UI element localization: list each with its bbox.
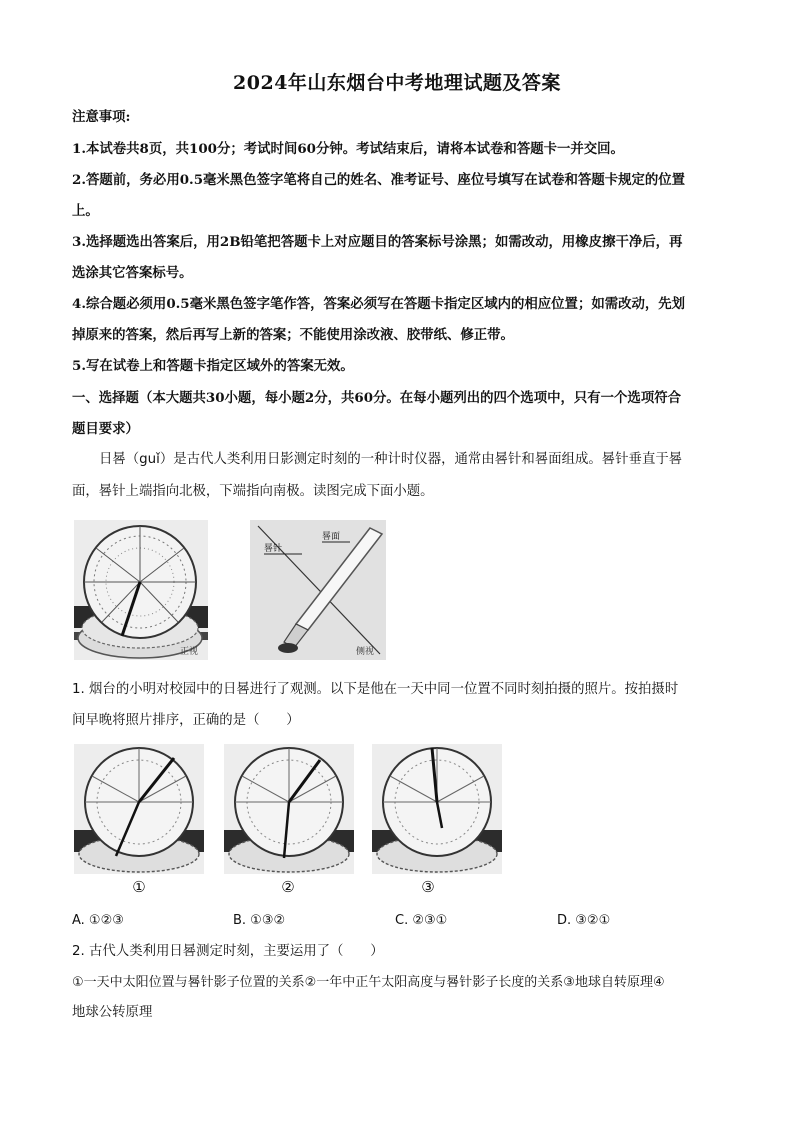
question-1-text: 1. 烟台的小明对校园中的日晷进行了观测。以下是他在一天中同一位置不同时刻拍摄的照片。按拍摄时 xyxy=(72,682,679,697)
notice-item-3-cont: 选涂其它答案标号。 xyxy=(72,265,193,281)
dial-face-label: 晷面 xyxy=(322,532,341,542)
notice-item-4: 4.综合题必须用0.5毫米黑色签字笔作答，答案必须写在答题卡指定区域内的相应位置；如需改动，先划 xyxy=(72,296,686,312)
gnomon-label: 晷针 xyxy=(264,544,283,554)
q1-option-a[interactable]: A. ①②③ xyxy=(72,913,124,928)
notice-item-3: 3.选择题选出答案后，用2B铅笔把答题卡上对应题目的答案标号涂黑；如需改动，用橡皮擦干净后，再 xyxy=(72,234,683,250)
question-1-text-cont: 间早晚将照片排序，正确的是（ ） xyxy=(72,713,300,728)
section-heading: 一、选择题（本大题共30小题，每小题2分，共60分。在每小题列出的四个选项中，只有一个选项符合 xyxy=(72,390,681,406)
notice-heading: 注意事项: xyxy=(72,109,131,125)
q1-option-b[interactable]: B. ①③② xyxy=(233,913,286,928)
intro-paragraph: 日晷（guǐ）是古代人类利用日影测定时刻的一种计时仪器，通常由晷针和晷面组成。晷针垂直于晷 xyxy=(99,452,683,467)
q1-photo-2-label: ② xyxy=(281,878,295,896)
q1-option-c[interactable]: C. ②③① xyxy=(395,913,448,928)
notice-item-2-cont: 上。 xyxy=(72,203,99,219)
q1-photo-3-label: ③ xyxy=(421,878,435,896)
q1-option-d[interactable]: D. ③②① xyxy=(557,913,611,928)
question-2-statements: ①一天中太阳位置与晷针影子位置的关系②一年中正午太阳高度与晷针影子长度的关系③地球自转原理④ xyxy=(72,975,665,990)
notice-item-4-cont: 掉原来的答案，然后再写上新的答案；不能使用涂改液、胶带纸、修正带。 xyxy=(72,327,514,343)
side-view-label: 侧视 xyxy=(356,647,375,657)
q1-photo-2 xyxy=(224,744,354,874)
notice-item-2: 2.答题前，务必用0.5毫米黑色签字笔将自己的姓名、准考证号、座位号填写在试卷和答题卡规定的位置 xyxy=(72,172,686,188)
q1-photo-1-label: ① xyxy=(132,878,146,896)
page-title: 2024年山东烟台中考地理试题及答案 xyxy=(233,72,561,94)
question-2-text: 2. 古代人类利用日晷测定时刻，主要运用了（ ） xyxy=(72,944,384,959)
front-view-label: 正视 xyxy=(180,647,199,657)
section-heading-cont: 题目要求） xyxy=(72,421,139,437)
q1-photo-1 xyxy=(74,744,204,874)
intro-paragraph-cont: 面，晷针上端指向北极，下端指向南极。读图完成下面小题。 xyxy=(72,484,434,499)
q1-photo-3 xyxy=(372,744,502,874)
notice-item-5: 5.写在试卷上和答题卡指定区域外的答案无效。 xyxy=(72,358,354,374)
question-2-statements-cont: 地球公转原理 xyxy=(72,1005,153,1020)
sundial-side-photo xyxy=(250,520,386,660)
notice-item-1: 1.本试卷共8页，共100分；考试时间60分钟。考试结束后，请将本试卷和答题卡一并交回。 xyxy=(72,141,624,157)
sundial-front-photo xyxy=(74,520,208,660)
